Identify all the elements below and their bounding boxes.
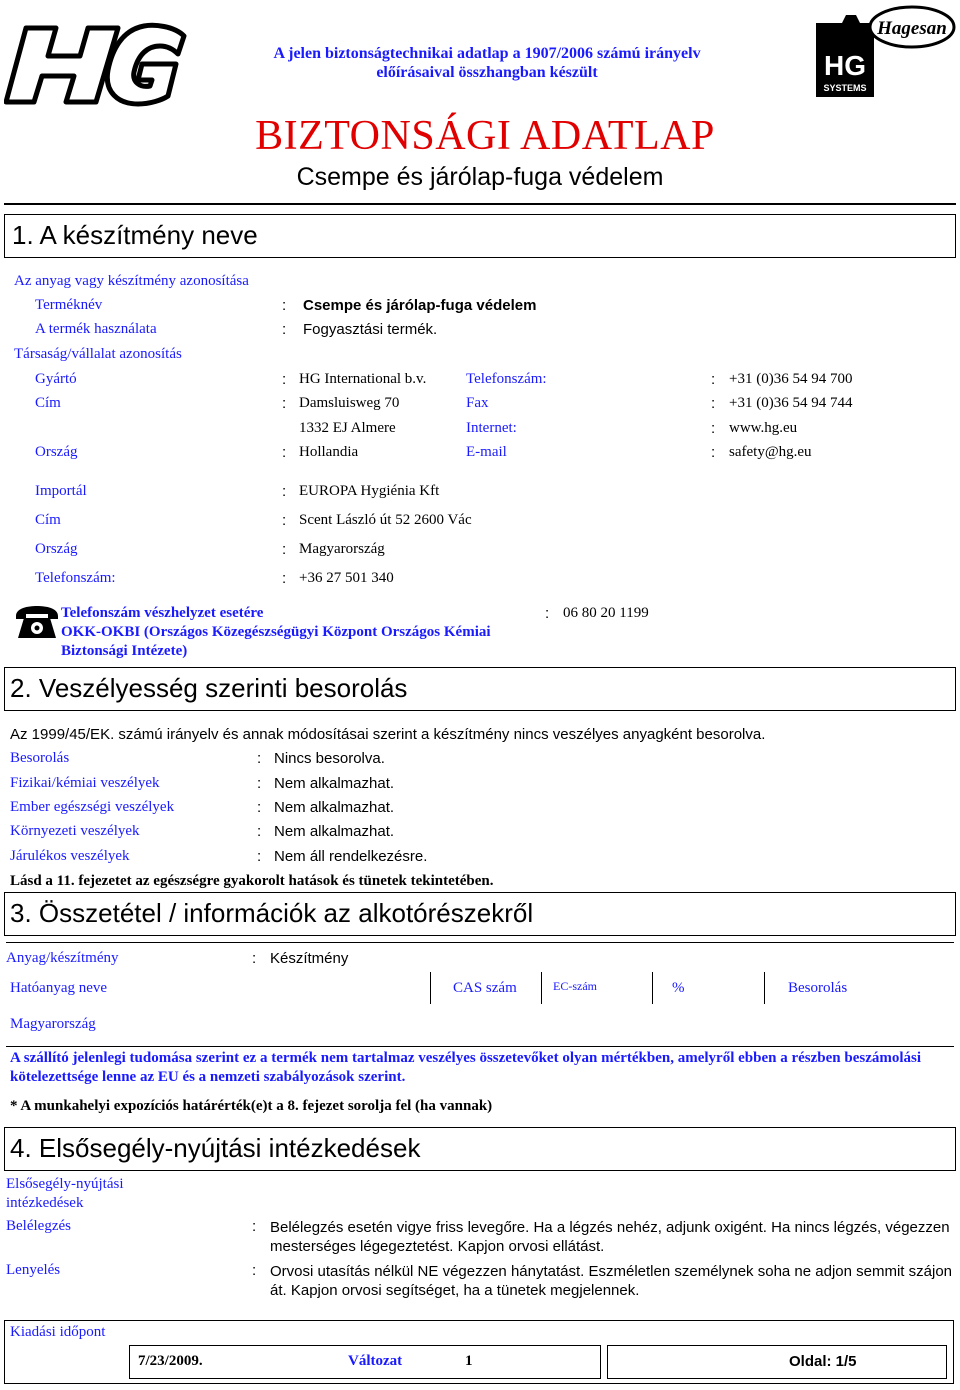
product-name-colon: : bbox=[282, 297, 287, 314]
column-header-name: Hatóanyag neve bbox=[10, 980, 108, 996]
environmental-hazards-colon: : bbox=[257, 823, 262, 840]
issue-date-value: 7/23/2009. bbox=[138, 1353, 203, 1369]
product-use-value: Fogyasztási termék. bbox=[303, 321, 438, 338]
importer-value: EUROPA Hygiénia Kft bbox=[299, 483, 440, 499]
first-aid-heading: Elsősegély-nyújtási intézkedések bbox=[6, 1176, 124, 1211]
table-country-row: Magyarország bbox=[10, 1016, 96, 1032]
product-name-label: Terméknév bbox=[35, 297, 103, 313]
health-hazards-label: Ember egészségi veszélyek bbox=[10, 799, 175, 815]
importer-address-label: Cím bbox=[35, 512, 61, 528]
phone-colon: : bbox=[711, 371, 716, 388]
classification-colon: : bbox=[257, 750, 262, 767]
health-hazards-colon: : bbox=[257, 799, 262, 816]
fax-label: Fax bbox=[466, 395, 489, 411]
table-col-divider-3 bbox=[652, 972, 653, 1004]
table-col-divider-4 bbox=[764, 972, 765, 1004]
physical-hazards-value: Nem alkalmazhat. bbox=[274, 775, 395, 792]
column-header-percent: % bbox=[672, 980, 685, 996]
address-label: Cím bbox=[35, 395, 61, 411]
version-value: 1 bbox=[465, 1353, 473, 1369]
table-top-rule bbox=[6, 942, 954, 943]
hg-logo-text: HG bbox=[824, 50, 866, 81]
section-3-title: 3. Összetétel / információk az alkotórészekről bbox=[10, 898, 534, 928]
email-link[interactable]: safety@hg.eu bbox=[729, 444, 812, 460]
additional-hazards-colon: : bbox=[257, 848, 262, 865]
section-2-note: Lásd a 11. fejezetet az egészségre gyakorolt hatások és tünetek tekintetében. bbox=[10, 873, 494, 889]
inhalation-label: Belélegzés bbox=[6, 1218, 71, 1234]
classification-label: Besorolás bbox=[10, 750, 70, 766]
page-number: Oldal: 1/5 bbox=[789, 1353, 857, 1370]
importer-label: Importál bbox=[35, 483, 87, 499]
address-colon: : bbox=[282, 395, 287, 412]
country-label: Ország bbox=[35, 444, 78, 460]
manufacturer-value: HG International b.v. bbox=[299, 371, 427, 387]
table-bottom-rule bbox=[6, 1046, 954, 1047]
internet-colon: : bbox=[711, 420, 716, 437]
exposure-note: * A munkahelyi expozíciós határérték(e)t a 8. fejezet sorolja fel (ha vannak) bbox=[10, 1098, 493, 1114]
ingestion-value: Orvosi utasítás nélkül NE végezzen hánytatást. Eszméletlen személynek soha ne adjon semmit szájon át. Kapjon orvosi segítséget, ha a tünetek megjelennek. bbox=[270, 1263, 953, 1299]
importer-colon: : bbox=[282, 483, 287, 500]
substance-label: Anyag/készítmény bbox=[6, 950, 119, 966]
phone-value: +31 (0)36 54 94 700 bbox=[729, 371, 853, 387]
table-col-divider-2 bbox=[541, 972, 542, 1004]
email-label: E-mail bbox=[466, 444, 507, 460]
emergency-label: Telefonszám vészhelyzet esetére bbox=[61, 605, 264, 621]
importer-phone-label: Telefonszám: bbox=[35, 570, 116, 586]
environmental-hazards-value: Nem alkalmazhat. bbox=[274, 823, 395, 840]
importer-country-value: Magyarország bbox=[299, 541, 385, 557]
country-colon: : bbox=[282, 444, 287, 461]
company-heading: Társaság/vállalat azonosítás bbox=[14, 346, 182, 362]
environmental-hazards-label: Környezeti veszélyek bbox=[10, 823, 140, 839]
address-line-2: 1332 EJ Almere bbox=[299, 420, 396, 436]
table-col-divider-1 bbox=[430, 972, 431, 1004]
importer-phone-colon: : bbox=[282, 570, 287, 587]
ingestion-label: Lenyelés bbox=[6, 1262, 61, 1278]
manufacturer-label: Gyártó bbox=[35, 371, 77, 387]
issue-date-label: Kiadási időpont bbox=[10, 1324, 106, 1340]
document-title: BIZTONSÁGI ADATLAP bbox=[255, 113, 715, 159]
column-header-classification: Besorolás bbox=[788, 980, 848, 996]
internet-link[interactable]: www.hg.eu bbox=[729, 420, 798, 436]
physical-hazards-colon: : bbox=[257, 775, 262, 792]
section-2-title: 2. Veszélyesség szerinti besorolás bbox=[10, 673, 408, 703]
physical-hazards-label: Fizikai/kémiai veszélyek bbox=[10, 775, 160, 791]
emergency-org-line-1: OKK-OKBI (Országos Közegészségügyi Központ Országos Kémiai bbox=[61, 624, 491, 640]
supplier-note: A szállító jelenlegi tudomása szerint ez a termék nem tartalmaz veszélyes összetevőket olyan mértékben, amelyről ebben a részben beszámolási kötelezettsége lenne az EU és a nemzeti szabályozások szerint. bbox=[10, 1050, 922, 1085]
regulation-line-1: A jelen biztonságtechnikai adatlap a 1907/2006 számú irányelv bbox=[273, 45, 701, 62]
fax-value: +31 (0)36 54 94 744 bbox=[729, 395, 853, 411]
hg-systems-logo bbox=[812, 3, 956, 99]
section-1-title: 1. A készítmény neve bbox=[12, 220, 258, 250]
product-use-colon: : bbox=[282, 321, 287, 338]
inhalation-value: Belélegzés esetén vigye friss levegőre. Ha a légzés nehéz, adjunk oxigént. Ha nincs légzés, végezzen mesterséges légegeztetést. Kapjon orvosi ellátást. bbox=[270, 1219, 950, 1255]
systems-logo-text: SYSTEMS bbox=[823, 83, 867, 93]
email-colon: : bbox=[711, 444, 716, 461]
regulation-line-2: előírásaival összhangban készült bbox=[376, 64, 598, 81]
additional-hazards-label: Járulékos veszélyek bbox=[10, 848, 130, 864]
identification-heading: Az anyag vagy készítmény azonosítása bbox=[14, 273, 249, 289]
section-4-title: 4. Elsősegély-nyújtási intézkedések bbox=[10, 1133, 421, 1163]
emergency-org-line-2: Biztonsági Intézete) bbox=[61, 643, 188, 659]
additional-hazards-value: Nem áll rendelkezésre. bbox=[274, 848, 428, 865]
classification-intro: Az 1999/45/EK. számú irányelv és annak módosításai szerint a készítmény nincs veszélyes anyagként besorolva. bbox=[10, 726, 766, 743]
emergency-phone-value: 06 80 20 1199 bbox=[563, 605, 649, 621]
importer-address-value: Scent László út 52 2600 Vác bbox=[299, 512, 472, 528]
column-header-ec: EC-szám bbox=[553, 979, 597, 993]
inhalation-colon: : bbox=[252, 1218, 257, 1235]
country-value: Hollandia bbox=[299, 444, 359, 460]
importer-country-colon: : bbox=[282, 541, 287, 558]
header-rule bbox=[4, 203, 956, 205]
substance-value: Készítmény bbox=[270, 950, 349, 967]
importer-address-colon: : bbox=[282, 512, 287, 529]
version-label: Változat bbox=[348, 1353, 403, 1369]
classification-value: Nincs besorolva. bbox=[274, 750, 385, 767]
footer-page-cell bbox=[607, 1345, 947, 1379]
product-name-value: Csempe és járólap-fuga védelem bbox=[303, 297, 537, 314]
importer-phone-value: +36 27 501 340 bbox=[299, 570, 394, 586]
address-line-1: Damsluisweg 70 bbox=[299, 395, 400, 411]
ingestion-colon: : bbox=[252, 1262, 257, 1279]
substance-colon: : bbox=[252, 950, 257, 967]
hagesan-logo-text: Hagesan bbox=[877, 18, 947, 39]
telephone-icon bbox=[14, 604, 60, 640]
internet-label: Internet: bbox=[466, 420, 517, 436]
product-subtitle: Csempe és járólap-fuga védelem bbox=[296, 163, 664, 191]
manufacturer-colon: : bbox=[282, 371, 287, 388]
phone-label: Telefonszám: bbox=[466, 371, 547, 387]
fax-colon: : bbox=[711, 395, 716, 412]
emergency-colon: : bbox=[545, 605, 550, 622]
importer-country-label: Ország bbox=[35, 541, 78, 557]
column-header-cas: CAS szám bbox=[453, 980, 517, 996]
product-use-label: A termék használata bbox=[35, 321, 157, 337]
health-hazards-value: Nem alkalmazhat. bbox=[274, 799, 395, 816]
